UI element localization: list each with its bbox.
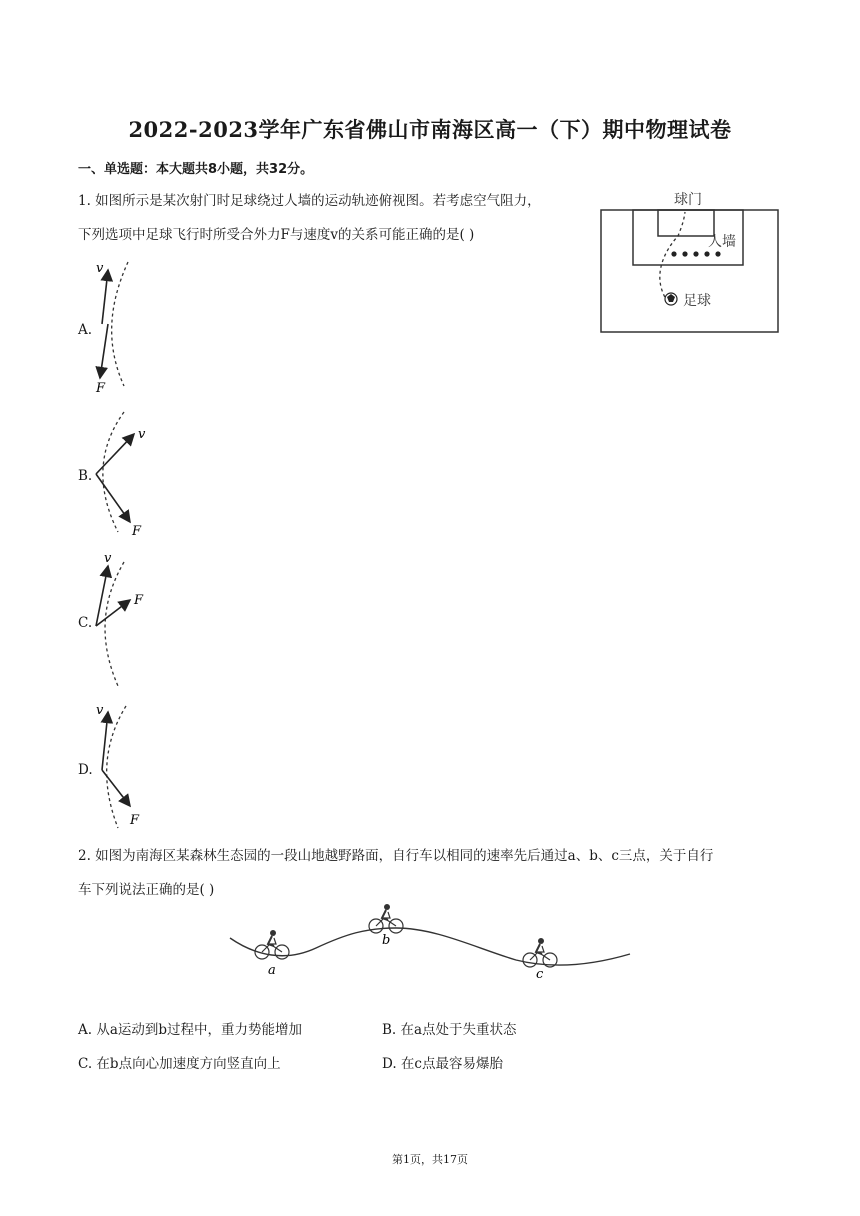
q1-option-a-figure [88, 256, 148, 396]
q1-option-c-label: C. [78, 615, 93, 631]
q1-option-a-label: A. [78, 322, 93, 338]
wall-label: 人墙 [708, 234, 736, 250]
q1-option-d-label: D. [78, 762, 93, 778]
page-title: 2022-2023学年广东省佛山市南海区高一（下）期中物理试卷 [128, 117, 732, 142]
ball-label: 足球 [683, 293, 711, 309]
q1-field-figure [598, 186, 782, 336]
q1-line2: 下列选项中足球飞行时所受合外力F与速度v的关系可能正确的是( ) [78, 227, 475, 243]
q1-option-d-figure [88, 698, 158, 833]
goal-label: 球门 [674, 192, 702, 208]
q2-option-b: B. 在a点处于失重状态 [382, 1022, 517, 1038]
point-c-label: c [536, 967, 544, 982]
q1-line1: 1. 如图所示是某次射门时足球绕过人墙的运动轨迹俯视图。若考虑空气阻力， [78, 193, 541, 209]
v-label: v [138, 427, 146, 442]
q2-option-c: C. 在b点向心加速度方向竖直向上 [78, 1056, 281, 1072]
f-label: F [134, 593, 144, 608]
v-label: v [96, 703, 104, 718]
q2-option-d: D. 在c点最容易爆胎 [382, 1056, 503, 1072]
point-a-label: a [268, 963, 276, 978]
q1-option-c-figure [88, 550, 158, 690]
page-footer: 第1页，共17页 [392, 1153, 468, 1166]
q2-line2: 车下列说法正确的是( ) [78, 882, 215, 898]
section-heading: 一、单选题：本大题共8小题，共32分。 [78, 162, 314, 177]
q1-option-b-figure [88, 408, 158, 538]
v-label: v [104, 551, 112, 566]
f-label: F [132, 524, 142, 538]
q2-line1: 2. 如图为南海区某森林生态园的一段山地越野路面，自行车以相同的速率先后通过a、b、c三点，关于自行 [78, 848, 714, 864]
v-label: v [96, 261, 104, 276]
q2-road-figure [226, 898, 634, 984]
f-label: F [130, 813, 140, 828]
q1-option-b-label: B. [78, 468, 93, 484]
q2-option-a: A. 从a运动到b过程中，重力势能增加 [78, 1022, 303, 1038]
f-label: F [96, 381, 106, 396]
point-b-label: b [382, 933, 391, 948]
